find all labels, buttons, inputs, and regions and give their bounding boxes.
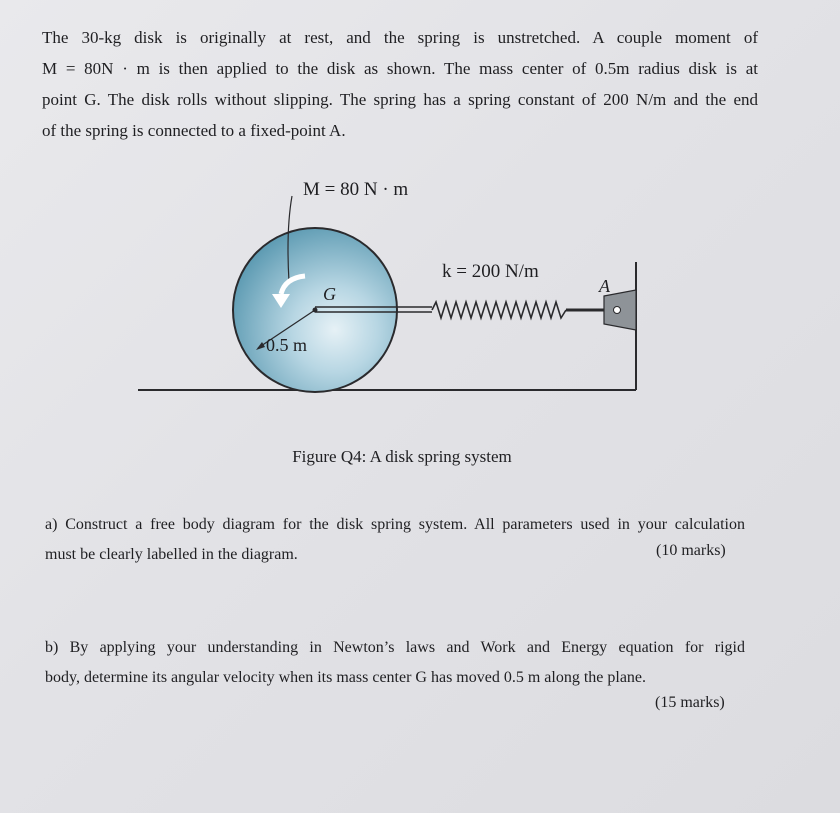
question-a-line-1: a) Construct a free body diagram for the disk spring system. All parameters used in your calculation: [45, 516, 745, 533]
question-a: [45, 510, 745, 570]
question-b-marks: (15 marks): [655, 694, 725, 711]
moment-label: M = 80 N · m: [303, 179, 409, 200]
figure-caption: Figure Q4: A disk spring system: [292, 447, 512, 466]
problem-line-1: The 30-kg disk is originally at rest, and the spring is unstretched. A couple moment of: [42, 28, 758, 47]
question-b-line-1: b) By applying your understanding in Newton’s laws and Work and Energy equation for rigid: [45, 639, 745, 656]
point-a-label: A: [599, 276, 610, 296]
problem-line-3: point G. The disk rolls without slipping. The spring has a spring constant of 200 N/m and the end: [42, 90, 758, 109]
spring-constant-label: k = 200 N/m: [442, 261, 539, 282]
question-b: [45, 633, 745, 693]
point-g-label: G: [323, 284, 336, 304]
problem-line-2: M = 80N · m is then applied to the disk as shown. The mass center of 0.5m radius disk is at: [42, 59, 758, 78]
question-a-line-2: must be clearly labelled in the diagram.: [45, 546, 298, 563]
question-b-line-2: body, determine its angular velocity when its mass center G has moved 0.5 m along the plane.: [45, 669, 647, 686]
radius-label: 0.5 m: [266, 335, 308, 355]
pin-a-icon: [614, 307, 621, 314]
problem-line-4: of the spring is connected to a fixed-point A.: [42, 121, 346, 140]
spring-coil: [432, 302, 566, 318]
question-a-marks: (10 marks): [656, 542, 726, 559]
point-g-icon: [313, 308, 318, 313]
